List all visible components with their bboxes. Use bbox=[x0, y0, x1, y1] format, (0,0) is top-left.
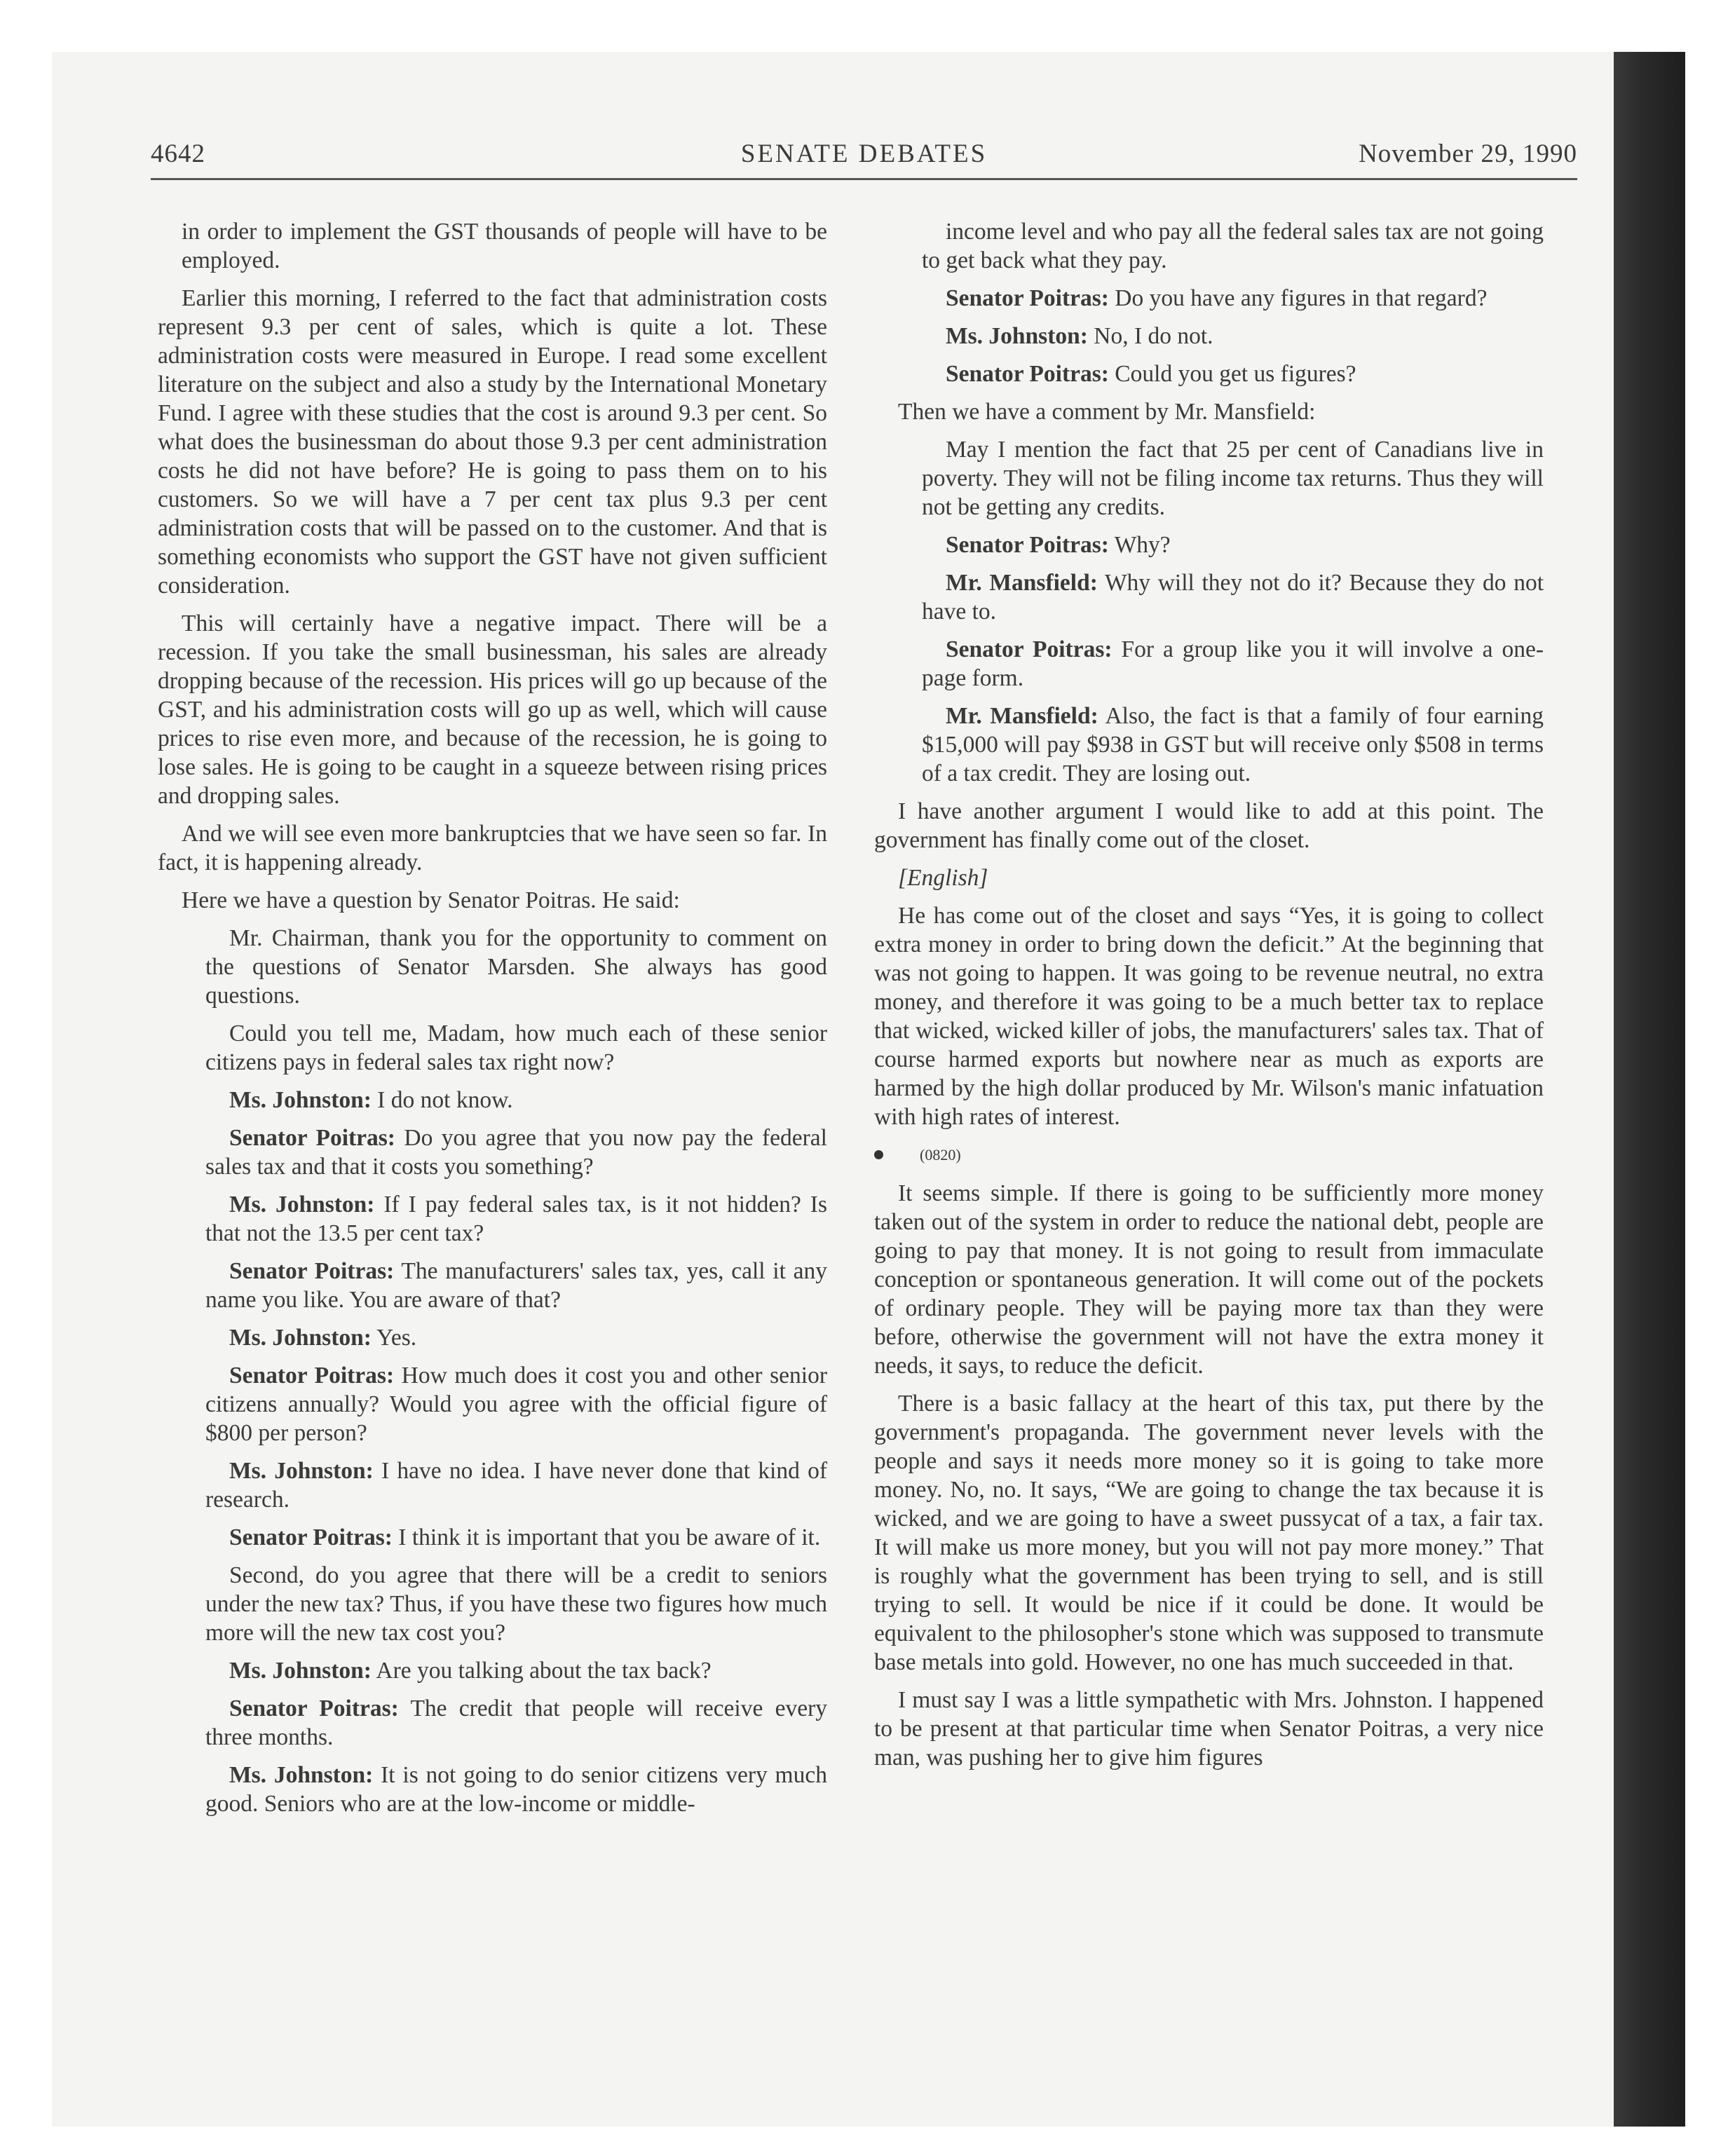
bullet-icon bbox=[874, 1150, 883, 1159]
speech-text: Are you talking about the tax back? bbox=[371, 1658, 712, 1684]
speech-text: No, I do not. bbox=[1087, 323, 1213, 349]
scan-edge-shadow bbox=[1614, 52, 1685, 2127]
speaker-name: Mr. Mansfield: bbox=[946, 570, 1098, 596]
speaker-name: Senator Poitras: bbox=[946, 285, 1109, 311]
time-marker bbox=[874, 1140, 1544, 1169]
language-marker: [English] bbox=[898, 865, 988, 891]
speech-text: If I pay federal sales tax, is it not hidden? Is that not the 13.5 per cent tax? bbox=[205, 1192, 827, 1246]
quote-paragraph bbox=[205, 1086, 827, 1114]
quote-paragraph bbox=[922, 284, 1544, 313]
speaker-name: Senator Poitras: bbox=[229, 1696, 399, 1721]
time-marker-text: (0820) bbox=[920, 1146, 961, 1164]
speaker-name: Senator Poitras: bbox=[946, 532, 1109, 558]
speech-text: Could you get us figures? bbox=[1108, 361, 1356, 387]
speaker-name: Senator Poitras: bbox=[229, 1258, 395, 1284]
speech-text: It is not going to do senior citizens very much good. Seniors who are at the low-income or middle- bbox=[205, 1762, 827, 1817]
speech-text: Why will they not do it? Because they do not have to. bbox=[922, 570, 1544, 625]
speaker-name: Ms. Johnston: bbox=[229, 1762, 374, 1788]
quote-paragraph bbox=[205, 1523, 827, 1552]
speech-text: The manufacturers' sales tax, yes, call it any name you like. You are aware of that? bbox=[205, 1258, 827, 1313]
quote-paragraph bbox=[205, 1361, 827, 1447]
speech-text: I think it is important that you be aware of it. bbox=[392, 1524, 821, 1550]
quoted-testimony-continued bbox=[922, 217, 1544, 388]
speech-text: The credit that people will receive every three months. bbox=[205, 1696, 827, 1750]
speaker-name: Ms. Johnston: bbox=[946, 323, 1088, 349]
paragraph: This will certainly have a negative impact. There will be a recession. If you take the small businessman, his sales are already dropping because of the recession. His prices will go up because of the GST, and his administration costs will go up as well, which will cause prices to rise even more, and because of the recession, he is going to lose sales. He is going to be caught in a squeeze between rising prices and dropping sales. bbox=[158, 610, 827, 809]
paragraph: in order to implement the GST thousands of people will have to be employed. bbox=[182, 219, 827, 273]
speaker-name: Ms. Johnston: bbox=[229, 1087, 372, 1113]
speaker-name: Mr. Mansfield: bbox=[946, 703, 1098, 729]
publication-title: SENATE DEBATES bbox=[740, 139, 988, 168]
speaker-name: Ms. Johnston: bbox=[229, 1192, 375, 1217]
quote-paragraph bbox=[205, 1190, 827, 1248]
quote-paragraph bbox=[205, 1323, 827, 1352]
speech-text: Do you have any figures in that regard? bbox=[1108, 285, 1488, 311]
speech-text: How much does it cost you and other senior citizens annually? Would you agree with the official figure of $800 per person? bbox=[205, 1363, 827, 1446]
speech-text: I have no idea. I have never done that kind of research. bbox=[205, 1458, 827, 1513]
quote-paragraph bbox=[922, 635, 1544, 692]
quote-paragraph bbox=[205, 1124, 827, 1181]
quote-paragraph bbox=[922, 360, 1544, 388]
quote-paragraph: Second, do you agree that there will be a credit to seniors under the new tax? Thus, if you have these two figures how much more will the new tax cost you? bbox=[205, 1562, 827, 1646]
right-column bbox=[874, 217, 1544, 1781]
speaker-name: Senator Poitras: bbox=[946, 361, 1109, 387]
quote-paragraph bbox=[205, 1694, 827, 1752]
paragraph: There is a basic fallacy at the heart of this tax, put there by the government's propaganda. The government never levels with the people and says it needs more money so it is going to take more money. No, no. It says, “We are going to change the tax because it is wicked, and we are going to have a sweet pussycat of a tax, a fair tax. It will make us more money, but you will not pay more money.” That is roughly what the government has been trying to sell, and is still trying to sell. It would be nice if it could be done. It would be equivalent to the philosopher's stone which was supposed to transmute base metals into gold. However, no one has much succeeded in that. bbox=[874, 1391, 1544, 1675]
quote-paragraph: May I mention the fact that 25 per cent of Canadians live in poverty. They will not be filing income tax returns. Thus they will not be getting any credits. bbox=[922, 437, 1544, 520]
quote-paragraph bbox=[922, 322, 1544, 350]
speech-text: Yes. bbox=[371, 1325, 417, 1351]
speaker-name: Senator Poitras: bbox=[229, 1363, 395, 1389]
paragraph: And we will see even more bankruptcies that we have seen so far. In fact, it is happening already. bbox=[158, 821, 827, 875]
quote-paragraph bbox=[205, 1761, 827, 1818]
quote-paragraph bbox=[205, 1456, 827, 1514]
page-header bbox=[151, 139, 1577, 180]
speaker-name: Senator Poitras: bbox=[946, 636, 1113, 662]
paragraph: Here we have a question by Senator Poitras. He said: bbox=[182, 887, 680, 913]
paragraph: It seems simple. If there is going to be sufficiently more money taken out of the system in order to reduce the national debt, people are going to pay that money. It is not going to result from immaculate conception or spontaneous generation. It will come out of the pockets of ordinary people. They will be paying more tax than they were before, otherwise the government will not have the extra money it needs, it says, to reduce the deficit. bbox=[874, 1180, 1544, 1379]
quote-paragraph: income level and who pay all the federal sales tax are not going to get back what they pay. bbox=[922, 219, 1544, 273]
speech-text: Do you agree that you now pay the federal sales tax and that it costs you something? bbox=[205, 1125, 827, 1180]
paragraph: Then we have a comment by Mr. Mansfield: bbox=[898, 399, 1316, 425]
speech-text: For a group like you it will involve a one-page form. bbox=[922, 636, 1544, 691]
quoted-testimony bbox=[922, 435, 1544, 788]
speaker-name: Ms. Johnston: bbox=[229, 1325, 372, 1351]
quote-paragraph bbox=[205, 1656, 827, 1685]
speech-text: I do not know. bbox=[371, 1087, 513, 1113]
speech-text: Why? bbox=[1108, 532, 1171, 558]
paragraph: I must say I was a little sympathetic with Mrs. Johnston. I happened to be present at that particular time when Senator Poitras, a very nice man, was pushing her to give him figures bbox=[874, 1687, 1544, 1770]
publication-date: November 29, 1990 bbox=[1359, 139, 1577, 168]
speaker-name: Senator Poitras: bbox=[229, 1524, 393, 1550]
paragraph: He has come out of the closet and says “Yes, it is going to collect extra money in order to bring down the deficit.” At the beginning that was not going to happen. It was going to be revenue neutral, no extra money, and therefore it was going to be a much better tax to replace that wicked, wicked killer of jobs, the manufacturers' sales tax. That of course harmed exports but nowhere near as much as exports are harmed by the high dollar produced by Mr. Wilson's manic infatuation with high rates of interest. bbox=[874, 903, 1544, 1130]
paragraph: I have another argument I would like to add at this point. The government has finally come out of the closet. bbox=[874, 798, 1544, 853]
paragraph: Earlier this morning, I referred to the fact that administration costs represent 9.3 per cent of sales, which is quite a lot. These administration costs were measured in Europe. I read some excellent literature on the subject and also a study by the International Monetary Fund. I agree with these studies that the cost is around 9.3 per cent. So what does the businessman do about those 9.3 per cent administration costs he did not have before? He is going to pass them on to his customers. So we will have a 7 per cent tax plus 9.3 per cent administration costs that will be passed on to the customer. And that is something economists who support the GST have not given sufficient consideration. bbox=[158, 285, 827, 599]
speech-text: Also, the fact is that a family of four earning $15,000 will pay $938 in GST but will receive only $508 in terms of a tax credit. They are losing out. bbox=[922, 703, 1544, 786]
quoted-testimony bbox=[205, 924, 827, 1818]
speaker-name: Ms. Johnston: bbox=[229, 1658, 372, 1684]
page-number: 4642 bbox=[151, 139, 205, 168]
quote-paragraph: Mr. Chairman, thank you for the opportunity to comment on the questions of Senator Marsden. She always has good questions. bbox=[205, 925, 827, 1009]
quote-paragraph bbox=[205, 1257, 827, 1314]
quote-paragraph: Could you tell me, Madam, how much each of these senior citizens pays in federal sales tax right now? bbox=[205, 1021, 827, 1075]
quote-paragraph bbox=[922, 531, 1544, 559]
speaker-name: Senator Poitras: bbox=[229, 1125, 395, 1151]
speaker-name: Ms. Johnston: bbox=[229, 1458, 374, 1484]
left-column bbox=[158, 217, 827, 1827]
quote-paragraph bbox=[922, 568, 1544, 626]
quote-paragraph bbox=[922, 702, 1544, 788]
